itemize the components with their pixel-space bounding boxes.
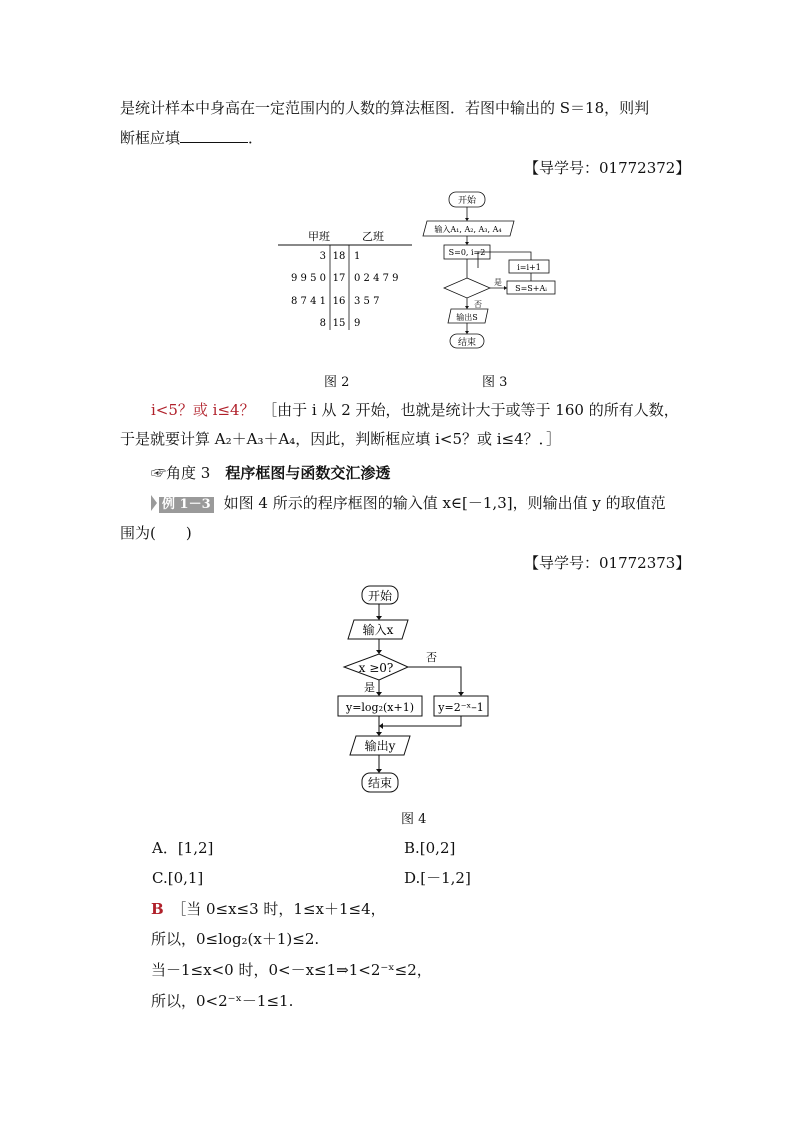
fc4-arrowhead	[376, 692, 382, 696]
fc3-end: 结束	[457, 338, 477, 348]
fc3-decision-shape	[444, 278, 490, 298]
stem-leaf-header-left: 甲班	[308, 230, 330, 243]
fc4-input: 输入x	[362, 623, 394, 637]
example-marker-icon	[151, 495, 157, 511]
fc3-arrowhead	[465, 218, 469, 221]
example-text-1: 如图 4 所示的程序框图的输入值 x∈[－1,3]，则输出值 y 的取值范	[223, 494, 666, 512]
leaf-right: 1	[354, 251, 361, 262]
stem: 18	[332, 251, 346, 262]
fc4-arrowhead	[376, 732, 382, 736]
stem: 16	[332, 296, 346, 307]
fc3-start: 开始	[457, 196, 477, 206]
pointing-hand-icon: ☞	[151, 464, 167, 482]
fc3-input: 输入A₁, A₂, A₃, A₄	[434, 225, 502, 234]
stem-leaf-header-right: 乙班	[362, 230, 384, 243]
fc3-arrowhead	[465, 306, 469, 309]
leaf-right: 3 5 7	[354, 296, 380, 307]
solution-text-1: ［当 0≤x≤3 时，1≤x＋1≤4，	[178, 900, 386, 918]
solution-line-1	[151, 899, 386, 919]
flowchart-fig4	[332, 584, 496, 796]
fc4-arrowhead	[379, 723, 383, 729]
fc4-no-label: 否	[426, 651, 437, 664]
solution-letter: B	[151, 900, 164, 918]
option-d: D.[－1,2]	[404, 869, 471, 887]
fc4-left-box: y=log₂(x+1)	[345, 701, 415, 714]
fc3-yes-label: 是	[494, 278, 502, 287]
leaf-left: 8	[319, 318, 326, 329]
caption-fig3: 图 3	[482, 375, 508, 390]
stem-leaf-row	[291, 273, 399, 284]
caption-fig4: 图 4	[401, 812, 427, 827]
stem-leaf-row	[291, 296, 379, 307]
fc3-arrowhead	[465, 331, 469, 334]
intro-line-2	[120, 128, 263, 148]
fc4-right-box: y=2⁻ˣ–1	[438, 701, 484, 714]
intro-line-2-text: 断框应填	[120, 129, 181, 147]
stem-leaf-plot	[278, 222, 418, 334]
fc4-yes-label: 是	[364, 681, 375, 694]
fc4-condition: x ≥0?	[358, 661, 394, 675]
solution-line-2: 所以，0≤log₂(x＋1)≤2.	[151, 930, 320, 948]
fc4-start: 开始	[367, 589, 393, 603]
reference-number-1: 【导学号：01772372】	[524, 159, 691, 177]
angle-title: 程序框图与函数交汇渗透	[225, 464, 391, 482]
flowchart-fig3	[418, 188, 568, 356]
intro-line-1: 是统计样本中身高在一定范围内的人数的算法框图．若图中输出的 S＝18，则判	[120, 99, 650, 117]
option-b: B.[0,2]	[404, 839, 456, 857]
example-tag: 例 1－3	[159, 497, 214, 513]
fc4-arrowhead	[376, 616, 382, 620]
leaf-left: 8 7 4 1	[291, 296, 326, 307]
fc3-accum: S=S+Aᵢ	[515, 284, 547, 293]
fc3-no-label: 否	[474, 300, 482, 309]
fc3-incr: i=i+1	[517, 263, 541, 272]
fc4-end: 结束	[367, 776, 393, 790]
fc3-arrowhead	[504, 286, 507, 290]
solution-line-4: 所以，0<2⁻ˣ－1≤1.	[151, 992, 294, 1010]
leaf-right: 0 2 4 7 9	[354, 273, 399, 284]
stem: 15	[332, 318, 346, 329]
option-c: C.[0,1]	[152, 869, 204, 887]
answer-blank	[180, 128, 248, 143]
angle-heading	[151, 463, 390, 483]
answer-1-expl-1: ［由于 i 从 2 开始，也就是统计大于或等于 160 的所有人数，	[269, 401, 679, 419]
leaf-left: 9 9 5 0	[291, 273, 326, 284]
caption-fig2: 图 2	[324, 375, 350, 390]
fc4-arrowhead	[376, 769, 382, 773]
fc4-arrowhead	[376, 650, 382, 654]
fc3-init: S=0, i=2	[448, 248, 486, 257]
example-line-2: 围为( )	[120, 524, 192, 542]
stem: 17	[332, 273, 346, 284]
fc3-arrowhead	[465, 242, 469, 245]
leaf-right: 9	[354, 318, 361, 329]
intro-line-2-end: ．	[248, 129, 264, 147]
answer-1-line-1	[151, 400, 679, 420]
stem-leaf-row	[320, 318, 361, 329]
fc4-output: 输出y	[364, 739, 396, 753]
answer-1-line-2: 于是就要计算 A₂＋A₃＋A₄，因此，判断框应填 i<5？或 i≤4？．］	[120, 430, 562, 448]
stem-leaf-row	[320, 251, 361, 262]
leaf-left: 3	[319, 251, 326, 262]
answer-1-key: i<5？或 i≤4？	[151, 401, 255, 419]
fc4-arrowhead	[458, 692, 464, 696]
solution-line-3: 当－1≤x<0 时，0<－x≤1⇒1<2⁻ˣ≤2，	[151, 961, 432, 979]
reference-number-2: 【导学号：01772373】	[524, 554, 691, 572]
fc3-output: 输出S	[456, 313, 478, 322]
example-line-1	[151, 493, 666, 513]
angle-label: 角度 3	[166, 464, 211, 482]
option-a: A．[1,2]	[152, 839, 214, 857]
